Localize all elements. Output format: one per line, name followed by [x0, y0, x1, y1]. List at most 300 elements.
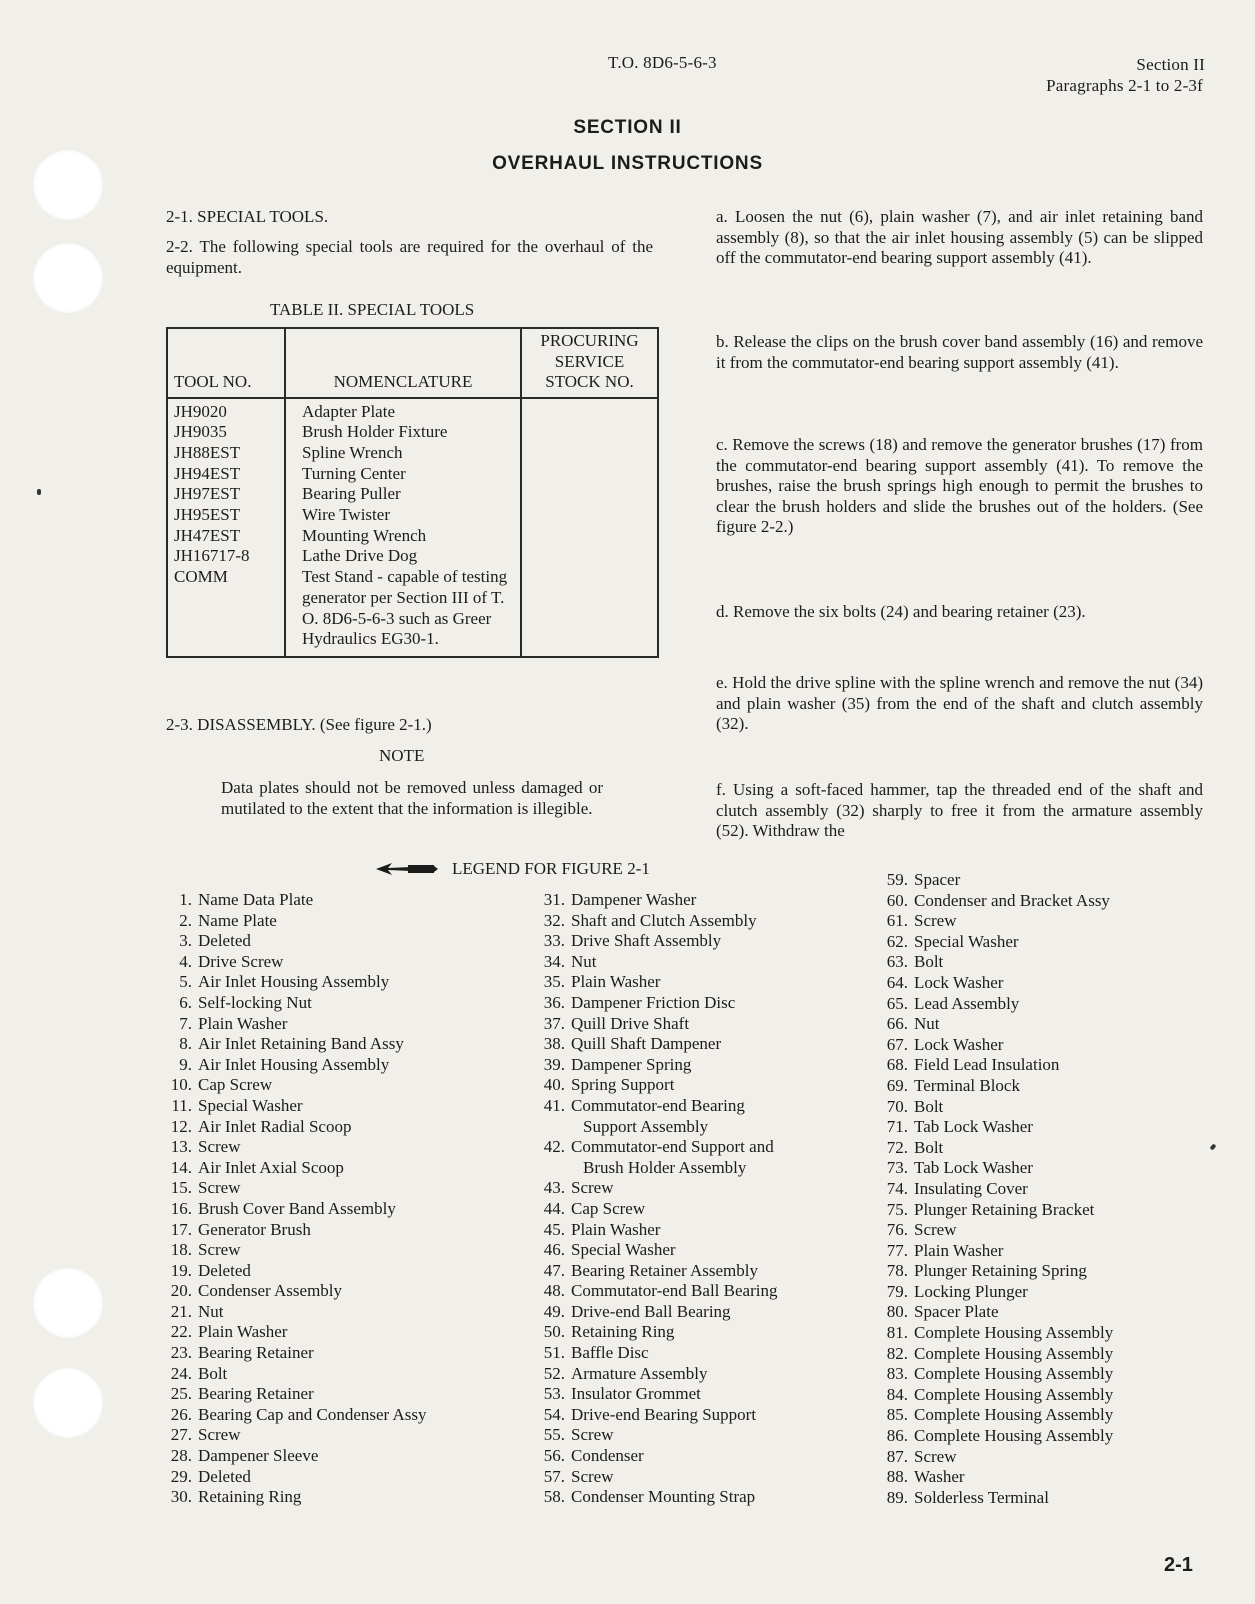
legend-item-label: Retaining Ring — [198, 1487, 302, 1507]
legend-item — [872, 1055, 1113, 1076]
legend-item-number: 57. — [543, 1466, 565, 1486]
legend-item-label: Tab Lock Washer — [914, 1158, 1033, 1178]
legend-item-label: Commutator-end Support and — [571, 1137, 774, 1157]
legend-item-number: 22. — [170, 1322, 192, 1342]
column-header: PROCURING SERVICE STOCK NO. — [521, 328, 658, 398]
legend-item — [156, 1240, 427, 1261]
legend-item-label: Shaft and Clutch Assembly — [571, 910, 757, 930]
legend-item-number: 25. — [170, 1384, 192, 1404]
legend-item-label: Screw — [198, 1178, 241, 1198]
legend-item-number: 67. — [886, 1034, 908, 1054]
para-2-2: 2-2. The following special tools are required for the overhaul of the equipment. — [166, 237, 653, 277]
legend-item-label: Deleted — [198, 1260, 251, 1280]
legend-item-label: Field Lead Insulation — [914, 1055, 1060, 1075]
legend-item-label: Generator Brush — [198, 1219, 311, 1239]
legend-item — [156, 1487, 427, 1508]
note-text: Data plates should not be removed unless damaged or mutilated to the extent that the information is illegible. — [221, 778, 603, 818]
legend-item-label: Complete Housing Assembly — [914, 1426, 1114, 1446]
legend-item-number: 16. — [170, 1198, 192, 1218]
nomenclature-cell — [285, 398, 521, 657]
legend-item — [529, 911, 777, 932]
legend-item — [529, 1405, 777, 1426]
legend-item-number: 12. — [170, 1116, 192, 1136]
tool-number: COMM — [174, 567, 228, 587]
special-tools-table — [166, 327, 659, 658]
legend-item — [872, 1385, 1113, 1406]
legend-item-label: Plunger Retaining Spring — [914, 1261, 1087, 1281]
page-number: 2-1 — [1164, 1554, 1193, 1576]
legend-item-number: 50. — [543, 1322, 565, 1342]
tool-number: JH9035 — [174, 422, 227, 442]
legend-item-number: 84. — [886, 1384, 908, 1404]
legend-item-label: Spacer — [914, 870, 961, 889]
legend-item-number — [529, 1117, 565, 1138]
legend-item-label: Lead Assembly — [914, 993, 1020, 1013]
legend-item-label: Plain Washer — [198, 1013, 288, 1033]
legend-item — [872, 994, 1113, 1015]
legend-item-label: Screw — [914, 1446, 957, 1466]
legend-item-label: Spacer Plate — [914, 1302, 999, 1322]
legend-item-number: 55. — [543, 1425, 565, 1445]
legend-item-label: Condenser Mounting Strap — [571, 1487, 756, 1507]
legend-item-label: Terminal Block — [914, 1075, 1020, 1095]
legend-item — [156, 1384, 427, 1405]
legend-item — [872, 1405, 1113, 1426]
legend-item-label: Plain Washer — [914, 1240, 1004, 1260]
legend-item-number: 23. — [170, 1343, 192, 1363]
legend-item — [872, 1076, 1113, 1097]
table-row — [167, 398, 658, 657]
legend-item-number: 1. — [179, 890, 192, 909]
legend-item — [872, 1179, 1113, 1200]
tool-number: JH16717-8 — [174, 546, 250, 566]
tool-number: JH95EST — [174, 505, 241, 525]
legend-item-label: Drive-end Bearing Support — [571, 1404, 757, 1424]
legend-item-number: 43. — [543, 1178, 565, 1198]
legend-item-number: 85. — [886, 1405, 908, 1425]
legend-item-label: Bolt — [914, 952, 944, 972]
legend-item-number: 61. — [886, 911, 908, 931]
legend-item — [529, 1425, 777, 1446]
legend-item — [529, 1075, 777, 1096]
legend-item-label: Spring Support — [571, 1075, 675, 1095]
legend-item — [529, 1364, 777, 1385]
legend-item-label: Bolt — [198, 1363, 228, 1383]
legend-item — [529, 1322, 777, 1343]
legend-item-label: Screw — [571, 1178, 614, 1198]
legend-item-number: 39. — [543, 1054, 565, 1074]
legend-item-number: 28. — [170, 1446, 192, 1466]
legend-item-label: Drive Shaft Assembly — [571, 931, 722, 951]
legend-item-number: 9. — [179, 1054, 192, 1074]
legend-item-label: Bearing Retainer — [198, 1343, 314, 1363]
legend-item-label: Washer — [914, 1467, 965, 1487]
legend-item — [156, 1425, 427, 1446]
legend-item — [872, 1220, 1113, 1241]
legend-item-number: 19. — [170, 1260, 192, 1280]
punch-hole — [33, 243, 103, 313]
legend-item-number: 64. — [886, 972, 908, 992]
legend-item-label: Plain Washer — [198, 1322, 288, 1342]
legend-item-number: 81. — [886, 1323, 908, 1343]
legend-item — [529, 1302, 777, 1323]
legend-item-label: Screw — [198, 1240, 241, 1260]
column-header: TOOL NO. — [167, 328, 285, 398]
legend-item-label: Drive-end Ball Bearing — [571, 1301, 731, 1321]
legend-item-number: 34. — [543, 951, 565, 971]
nomenclature: Wire Twister — [302, 505, 390, 525]
legend-item-label: Complete Housing Assembly — [914, 1343, 1114, 1363]
legend-item-label: Plain Washer — [571, 972, 661, 992]
section-label: Section II — [1136, 55, 1205, 74]
legend-item-number: 6. — [179, 992, 192, 1012]
legend-item-label: Special Washer — [198, 1095, 303, 1115]
legend-item-number: 26. — [170, 1404, 192, 1424]
step-b: b. Release the clips on the brush cover band assembly (16) and remove it from the commutator-end bearing support assembly (41). — [716, 332, 1203, 372]
legend-item-label: Self-locking Nut — [198, 992, 312, 1012]
legend-item-number: 48. — [543, 1281, 565, 1301]
legend-item — [156, 1096, 427, 1117]
para-2-1: 2-1. SPECIAL TOOLS. — [166, 207, 329, 226]
legend-item-label: Plunger Retaining Bracket — [914, 1199, 1095, 1219]
legend-item — [156, 1220, 427, 1241]
legend-item-number: 31. — [543, 890, 565, 909]
legend-item-label: Plain Washer — [571, 1219, 661, 1239]
legend-item-number: 5. — [179, 972, 192, 992]
legend-item — [872, 932, 1113, 953]
legend-item-label: Deleted — [198, 1466, 251, 1486]
legend-item — [156, 911, 427, 932]
legend-item-label: Nut — [198, 1301, 224, 1321]
nomenclature: Bearing Puller — [302, 484, 401, 504]
legend-item-number: 49. — [543, 1301, 565, 1321]
legend-item-number: 33. — [543, 931, 565, 951]
punch-hole — [33, 1368, 103, 1438]
legend-item-label: Special Washer — [914, 931, 1019, 951]
legend-item — [872, 1344, 1113, 1365]
legend-item — [872, 1302, 1113, 1323]
legend-item-number: 56. — [543, 1446, 565, 1466]
legend-item-label: Bearing Cap and Condenser Assy — [198, 1404, 427, 1424]
left-arrow-icon — [376, 863, 438, 875]
legend-item — [529, 1034, 777, 1055]
legend-item — [156, 1467, 427, 1488]
legend-title-text: LEGEND FOR FIGURE 2-1 — [452, 859, 650, 878]
speck-mark — [1210, 1143, 1217, 1150]
legend-item-label: Dampener Friction Disc — [571, 992, 736, 1012]
legend-item-label: Bearing Retainer Assembly — [571, 1260, 758, 1280]
legend-item — [872, 1241, 1113, 1262]
legend-item-label: Support Assembly — [583, 1116, 709, 1136]
legend-item — [529, 931, 777, 952]
legend-item-label: Armature Assembly — [571, 1363, 708, 1383]
legend-item — [156, 1322, 427, 1343]
legend-item — [529, 1220, 777, 1241]
table-title: TABLE II. SPECIAL TOOLS — [270, 300, 475, 319]
legend-item — [156, 1199, 427, 1220]
legend-item-label: Nut — [914, 1014, 940, 1034]
legend-item — [872, 870, 1113, 891]
note-label: NOTE — [379, 746, 425, 765]
legend-item-number: 35. — [543, 972, 565, 992]
legend-item — [529, 1240, 777, 1261]
legend-item — [872, 1426, 1113, 1447]
legend-item-label: Complete Housing Assembly — [914, 1405, 1114, 1425]
section-heading: SECTION II — [573, 117, 682, 138]
nomenclature: Spline Wrench — [302, 442, 403, 462]
legend-item-number: 80. — [886, 1302, 908, 1322]
table-header-row — [167, 328, 658, 398]
legend-item-label: Screw — [914, 911, 957, 931]
legend-item-label: Brush Cover Band Assembly — [198, 1198, 396, 1218]
legend-item-label: Air Inlet Housing Assembly — [198, 972, 390, 992]
legend-item-label: Name Data Plate — [198, 890, 314, 909]
legend-item — [872, 1138, 1113, 1159]
tool-number: JH88EST — [174, 442, 241, 462]
legend-item-number: 32. — [543, 910, 565, 930]
legend-item — [156, 1302, 427, 1323]
legend-item-number: 14. — [170, 1157, 192, 1177]
legend-item — [529, 1158, 777, 1179]
legend-item-label: Commutator-end Ball Bearing — [571, 1281, 778, 1301]
legend-item — [529, 1199, 777, 1220]
legend-item — [156, 1137, 427, 1158]
legend-item-label: Cap Screw — [198, 1075, 273, 1095]
legend-item — [529, 890, 777, 911]
legend-item-number: 89. — [886, 1487, 908, 1507]
legend-item-label: Complete Housing Assembly — [914, 1323, 1114, 1343]
legend-item-number: 38. — [543, 1034, 565, 1054]
legend-item-label: Condenser — [571, 1446, 644, 1466]
legend-item — [529, 1281, 777, 1302]
legend-item — [872, 1488, 1113, 1509]
legend-item — [156, 931, 427, 952]
legend-item — [872, 1447, 1113, 1468]
legend-item-number: 72. — [886, 1137, 908, 1157]
legend-item — [529, 1014, 777, 1035]
legend-item — [156, 1343, 427, 1364]
legend-item — [156, 952, 427, 973]
legend-item-number: 4. — [179, 951, 192, 971]
legend-item-label: Screw — [571, 1466, 614, 1486]
legend-item-label: Baffle Disc — [571, 1343, 649, 1363]
column-header: NOMENCLATURE — [285, 328, 521, 398]
legend-item-label: Air Inlet Axial Scoop — [198, 1157, 344, 1177]
legend-item-label: Cap Screw — [571, 1198, 646, 1218]
legend-item-number: 45. — [543, 1219, 565, 1239]
legend-item — [872, 1467, 1113, 1488]
legend-item-number: 82. — [886, 1343, 908, 1363]
legend-item-label: Screw — [198, 1137, 241, 1157]
tool-number: JH47EST — [174, 525, 241, 545]
legend-item-number: 36. — [543, 992, 565, 1012]
legend-column-1 — [156, 890, 427, 1508]
legend-item — [872, 891, 1113, 912]
legend-item-label: Locking Plunger — [914, 1281, 1028, 1301]
legend-item — [529, 972, 777, 993]
legend-item-number: 24. — [170, 1363, 192, 1383]
legend-item-label: Screw — [571, 1425, 614, 1445]
legend-item — [529, 1467, 777, 1488]
legend-item — [156, 1405, 427, 1426]
legend-item-label: Screw — [198, 1425, 241, 1445]
legend-item — [156, 1261, 427, 1282]
legend-item-number: 70. — [886, 1096, 908, 1116]
legend-item — [156, 1446, 427, 1467]
nomenclature: Lathe Drive Dog — [302, 546, 418, 566]
legend-item-number: 71. — [886, 1117, 908, 1137]
legend-item — [156, 1014, 427, 1035]
legend-item-number: 7. — [179, 1013, 192, 1033]
legend-item — [156, 1055, 427, 1076]
legend-item-label: Quill Shaft Dampener — [571, 1034, 722, 1054]
legend-item-number: 69. — [886, 1075, 908, 1095]
legend-item — [529, 1343, 777, 1364]
legend-item — [529, 1137, 777, 1158]
legend-column-3 — [872, 870, 1113, 1508]
legend-item-label: Special Washer — [571, 1240, 676, 1260]
legend-item-number: 10. — [170, 1075, 192, 1095]
punch-hole — [33, 1268, 103, 1338]
legend-item-label: Deleted — [198, 931, 251, 951]
legend-item-label: Insulating Cover — [914, 1178, 1028, 1198]
legend-item-number: 78. — [886, 1261, 908, 1281]
legend-item-label: Bolt — [914, 1137, 944, 1157]
legend-item — [529, 993, 777, 1014]
nomenclature: Brush Holder Fixture — [302, 422, 448, 442]
doc-number: T.O. 8D6-5-6-3 — [608, 53, 717, 72]
legend-item-number: 2. — [179, 910, 192, 930]
step-d: d. Remove the six bolts (24) and bearing retainer (23). — [716, 602, 1086, 621]
legend-item-number: 75. — [886, 1199, 908, 1219]
legend-item-number: 87. — [886, 1446, 908, 1466]
legend-item-label: Commutator-end Bearing — [571, 1095, 745, 1115]
legend-item-label: Dampener Washer — [571, 890, 697, 909]
legend-item-number: 13. — [170, 1137, 192, 1157]
step-c: c. Remove the screws (18) and remove the generator brushes (17) from the commutator-end bearing support assembly (41). To remove the brushes, raise the brush springs high enough to permit the brushes to clear the brush holders and slide the brushes out of the holders. (See figure 2-2.) — [716, 435, 1203, 536]
legend-item — [872, 1097, 1113, 1118]
legend-item-number: 66. — [886, 1014, 908, 1034]
section-title: OVERHAUL INSTRUCTIONS — [492, 153, 763, 174]
legend-item — [872, 911, 1113, 932]
legend-item-label: Dampener Spring — [571, 1054, 692, 1074]
legend-item — [156, 1117, 427, 1138]
legend-item — [872, 1364, 1113, 1385]
legend-item-label: Air Inlet Retaining Band Assy — [198, 1034, 404, 1054]
nomenclature: Adapter Plate — [302, 401, 395, 421]
step-e: e. Hold the drive spline with the spline wrench and remove the nut (34) and plain washer (35) from the end of the shaft and clutch assembly (32). — [716, 673, 1203, 733]
legend-item-number: 3. — [179, 931, 192, 951]
legend-item-number: 74. — [886, 1178, 908, 1198]
legend-item-number: 86. — [886, 1426, 908, 1446]
legend-item — [872, 973, 1113, 994]
nomenclature: Test Stand - capable of testing generator per Section III of T. O. 8D6-5-6-3 such as Greer Hydraulics EG30-1. — [302, 567, 508, 649]
legend-item-number: 83. — [886, 1364, 908, 1384]
legend-item-label: Air Inlet Radial Scoop — [198, 1116, 352, 1136]
legend-item — [872, 1261, 1113, 1282]
legend-item-label: Tab Lock Washer — [914, 1117, 1033, 1137]
legend-item-label: Complete Housing Assembly — [914, 1384, 1114, 1404]
legend-item — [529, 1117, 777, 1138]
legend-item — [156, 972, 427, 993]
legend-item — [156, 993, 427, 1014]
legend-item-label: Lock Washer — [914, 972, 1004, 992]
legend-item-number: 47. — [543, 1260, 565, 1280]
legend-item-number: 76. — [886, 1220, 908, 1240]
tool-number-cell — [167, 398, 285, 657]
legend-item-number: 42. — [543, 1137, 565, 1157]
legend-item-label: Brush Holder Assembly — [583, 1157, 747, 1177]
legend-item-number: 44. — [543, 1198, 565, 1218]
para-2-3: 2-3. DISASSEMBLY. (See figure 2-1.) — [166, 715, 432, 734]
legend-item-number — [529, 1158, 565, 1179]
legend-column-2 — [529, 890, 777, 1508]
legend-item-label: Dampener Sleeve — [198, 1446, 319, 1466]
step-f: f. Using a soft-faced hammer, tap the threaded end of the shaft and clutch assembly (32) sharply to free it from the armature assembly (52). Withdraw the — [716, 780, 1203, 840]
legend-item-number: 63. — [886, 952, 908, 972]
legend-item-number: 51. — [543, 1343, 565, 1363]
legend-item — [529, 1446, 777, 1467]
legend-item-number: 60. — [886, 890, 908, 910]
nomenclature: Turning Center — [302, 463, 406, 483]
legend-item — [872, 1014, 1113, 1035]
legend-item-number: 59. — [886, 870, 908, 889]
legend-item-number: 15. — [170, 1178, 192, 1198]
legend-item-number: 18. — [170, 1240, 192, 1260]
legend-item-number: 46. — [543, 1240, 565, 1260]
legend-item-number: 73. — [886, 1158, 908, 1178]
legend-item — [529, 1096, 777, 1117]
legend-item-number: 68. — [886, 1055, 908, 1075]
legend-item-number: 29. — [170, 1466, 192, 1486]
legend-title — [376, 859, 650, 879]
tool-number: JH94EST — [174, 463, 241, 483]
tool-number: JH97EST — [174, 484, 241, 504]
legend-item — [872, 1200, 1113, 1221]
legend-item-number: 65. — [886, 993, 908, 1013]
legend-item — [529, 1055, 777, 1076]
legend-item-label: Quill Drive Shaft — [571, 1013, 690, 1033]
legend-item-label: Air Inlet Housing Assembly — [198, 1054, 390, 1074]
legend-item — [872, 1323, 1113, 1344]
legend-item-number: 62. — [886, 931, 908, 951]
legend-item — [156, 1178, 427, 1199]
legend-item — [872, 1282, 1113, 1303]
legend-item-number: 77. — [886, 1240, 908, 1260]
legend-item — [529, 1178, 777, 1199]
legend-item — [156, 890, 427, 911]
legend-item — [529, 1261, 777, 1282]
legend-item-label: Insulator Grommet — [571, 1384, 701, 1404]
legend-item — [529, 1487, 777, 1508]
legend-item — [872, 1117, 1113, 1138]
step-a: a. Loosen the nut (6), plain washer (7), and air inlet retaining band assembly (8), so that the air inlet housing assembly (5) can be slipped off the commutator-end bearing support assembly (41). — [716, 207, 1203, 267]
legend-item — [156, 1364, 427, 1385]
legend-item-label: Bolt — [914, 1096, 944, 1116]
legend-item — [156, 1281, 427, 1302]
legend-item-label: Screw — [914, 1220, 957, 1240]
legend-item — [156, 1075, 427, 1096]
legend-item — [872, 1158, 1113, 1179]
legend-item-number: 54. — [543, 1404, 565, 1424]
legend-item-number: 52. — [543, 1363, 565, 1383]
legend-item-number: 21. — [170, 1301, 192, 1321]
legend-item-number: 79. — [886, 1281, 908, 1301]
nomenclature: Mounting Wrench — [302, 525, 427, 545]
tool-number: JH9020 — [174, 401, 227, 421]
legend-item-number: 40. — [543, 1075, 565, 1095]
legend-item — [156, 1158, 427, 1179]
